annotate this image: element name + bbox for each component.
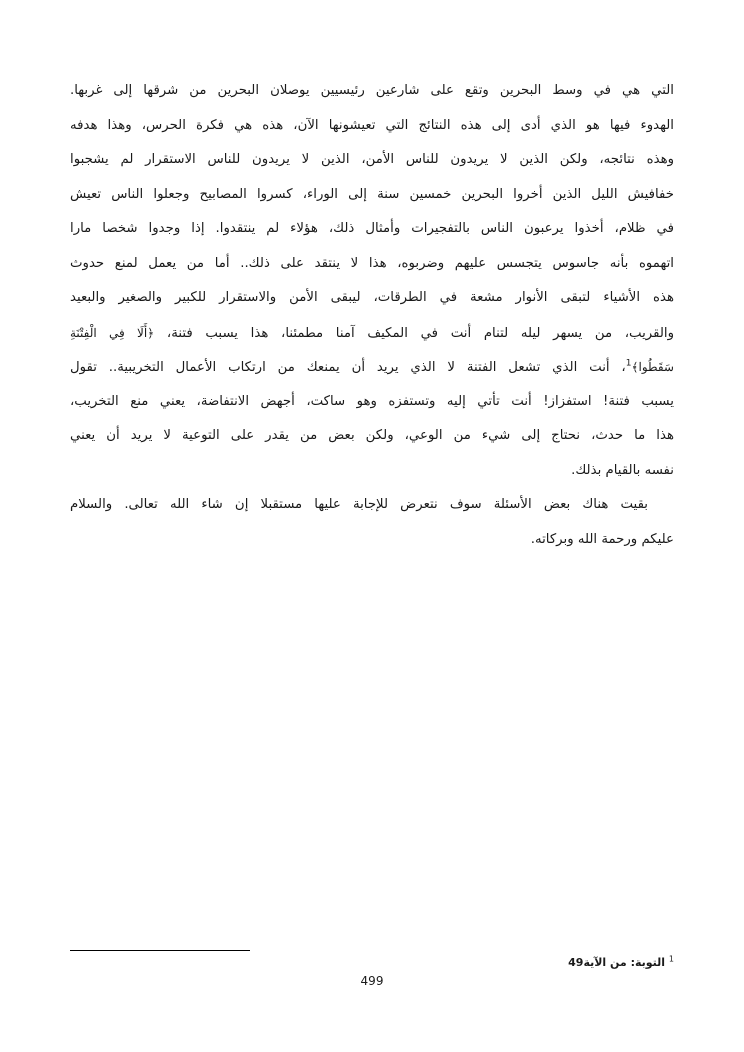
closing-line-2: عليكم ورحمة الله وبركاته. [530, 531, 674, 547]
closing-line-1: بقيت هناك بعض الأسئلة سوف نتعرض للإجابة عليها مستقبلا إن شاء الله تعالى. والسلام [70, 497, 648, 512]
text-line-4: خفافيش الليل الذين أخروا البحرين خمسين سنة إلى الوراء، كسروا المصابيح وجعلوا الناس تعيش [70, 186, 674, 202]
footnote [568, 956, 674, 969]
text-line-9 [70, 350, 674, 385]
text-line-3: وهذه نتائجه، ولكن الذين لا يريدون للناس الأمن، الذين لا يريدون للناس الاستقرار لم يشجبوا [70, 152, 674, 167]
text-line-12: نفسه بالقيام بذلك. [571, 462, 674, 478]
text-line-2: الهدوء فيها هو الذي أدى إلى هذه النتائج التي تعيشونها الآن، هذه هي فكرة الحرس، وهذا هدفه [70, 117, 674, 133]
line-8-text: والقريب، من يسهر ليله لتنام أنت في المكيف آمنا مطمئنا، هذا يسبب فتنة، [166, 325, 674, 341]
footnote-reference: 1 [625, 358, 632, 369]
footnote-text: التوبة: من الآية49 [568, 956, 666, 969]
page-number: 499 [360, 974, 384, 988]
text-line-5: في ظلام، أخذوا يرعبون الناس بالتفجيرات وأمثال ذلك، هؤلاء لم ينتقدوا. إذا وجدوا شخصا مارا [70, 221, 674, 236]
quran-verse-start: ﴿أَلَا فِي الْفِتْنَةِ [70, 325, 155, 340]
line-9-text: ، أنت الذي تشعل الفتنة لا الذي يريد أن يمنعك من ارتكاب الأعمال التخريبية.. تقول [70, 360, 626, 375]
text-line-11: هذا ما حدث، نحتاج إلى شيء من الوعي، ولكن بعض من يقدر على التوعية لا يريد أن يعني [70, 428, 674, 443]
footnote-number: 1 [668, 954, 674, 964]
text-line-10: يسبب فتنة! استفزاز! أنت تأتي إليه وتستفزه وهو ساكت، أجهض الانتفاضة، يعني منع التخريب، [70, 393, 674, 409]
footnote-separator [70, 950, 250, 951]
text-line-7: هذه الأشياء لتبقى الأنوار مشعة في الطرقات، ليبقى الأمن والاستقرار للكبير والصغير والبعيد [70, 290, 674, 305]
body-text [70, 74, 674, 557]
text-line-6: اتهموه بأنه جاسوس يتجسس عليهم وضربوه، هذا لا ينتقد على ذلك.. أما من يعمل لمنع حدوث [70, 255, 674, 271]
quran-verse-end: سَقَطُوا﴾ [631, 360, 674, 374]
text-line-1: التي هي في وسط البحرين وتقع على شارعين رئيسيين يوصلان البحرين من شرقها إلى غربها. [70, 83, 674, 98]
text-line-8 [70, 316, 674, 351]
